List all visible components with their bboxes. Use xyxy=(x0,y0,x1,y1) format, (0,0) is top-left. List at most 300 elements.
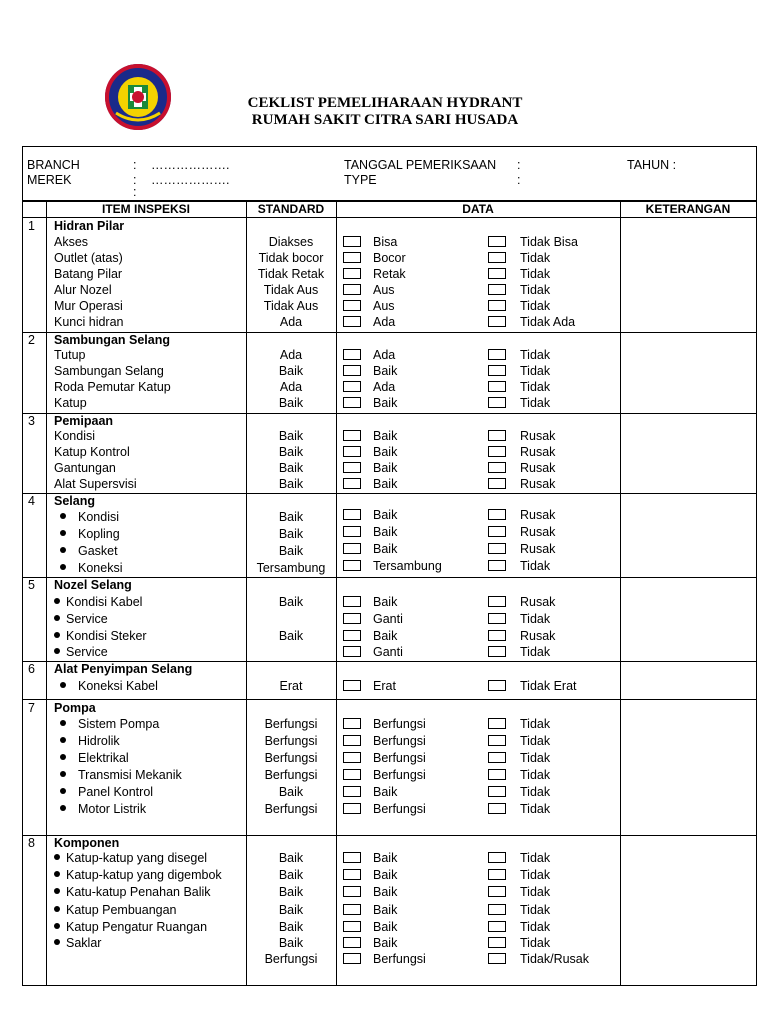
checkbox-option-2[interactable] xyxy=(488,769,506,780)
option-1-label: Baik xyxy=(373,851,398,865)
standard-value: Baik xyxy=(278,396,304,410)
inspection-item xyxy=(54,235,88,249)
standard-value: Berfungsi xyxy=(264,802,318,816)
option-2-label: Rusak xyxy=(520,445,556,459)
option-1-label: Baik xyxy=(373,785,398,799)
inspection-item xyxy=(54,283,112,297)
option-2-label: Tidak xyxy=(520,348,551,362)
checkbox-option-2[interactable] xyxy=(488,462,506,473)
inspection-item-label: Roda Pemutar Katup xyxy=(54,380,171,394)
inspection-item-label: Service xyxy=(66,612,108,626)
section-title: Alat Penyimpan Selang xyxy=(54,662,193,676)
inspection-item-label: Transmisi Mekanik xyxy=(78,768,182,782)
section-number: 7 xyxy=(28,701,35,715)
checkbox-option-1[interactable] xyxy=(343,300,361,311)
inspection-item-label: Alur Nozel xyxy=(54,283,112,297)
checkbox-option-1[interactable] xyxy=(343,526,361,537)
inspection-item-label: Katup Pengatur Ruangan xyxy=(66,920,208,934)
option-2-label: Tidak xyxy=(520,851,551,865)
inspection-item xyxy=(54,348,86,362)
option-1-label: Baik xyxy=(373,461,398,475)
option-1-label: Retak xyxy=(373,267,406,281)
checkbox-option-2[interactable] xyxy=(488,630,506,641)
checkbox-option-1[interactable] xyxy=(343,397,361,408)
checkbox-option-1[interactable] xyxy=(343,852,361,863)
inspection-item xyxy=(54,315,124,329)
inspection-item-label: Motor Listrik xyxy=(78,802,147,816)
option-2-label: Tidak xyxy=(520,396,551,410)
option-1-label: Baik xyxy=(373,885,398,899)
section-title: Selang xyxy=(54,494,95,508)
option-1-label: Berfungsi xyxy=(373,802,426,816)
checkbox-option-1[interactable] xyxy=(343,446,361,457)
checkbox-option-2[interactable] xyxy=(488,786,506,797)
option-1-label: Baik xyxy=(373,445,398,459)
checkbox-option-2[interactable] xyxy=(488,365,506,376)
option-1-label: Baik xyxy=(373,920,398,934)
standard-value: Baik xyxy=(278,510,304,524)
checkbox-option-2[interactable] xyxy=(488,937,506,948)
inspection-item-label: Gasket xyxy=(78,544,118,558)
section-number: 4 xyxy=(28,494,35,508)
option-1-label: Baik xyxy=(373,903,398,917)
option-1-label: Baik xyxy=(373,525,398,539)
option-1-label: Baik xyxy=(373,629,398,643)
checkbox-option-2[interactable] xyxy=(488,236,506,247)
standard-value: Baik xyxy=(278,477,304,491)
section-number: 5 xyxy=(28,578,35,592)
inspection-item xyxy=(54,561,122,575)
checkbox-option-1[interactable] xyxy=(343,718,361,729)
checkbox-option-1[interactable] xyxy=(343,478,361,489)
checkbox-option-2[interactable] xyxy=(488,752,506,763)
checkbox-option-2[interactable] xyxy=(488,904,506,915)
inspection-item-label: Koneksi xyxy=(78,561,123,575)
section-title: Komponen xyxy=(54,836,120,850)
inspection-item xyxy=(54,396,87,410)
option-2-label: Tidak xyxy=(520,920,551,934)
inspection-item xyxy=(54,645,108,659)
standard-value: Erat xyxy=(279,679,303,693)
standard-value: Diakses xyxy=(268,235,314,249)
option-1-label: Baik xyxy=(373,595,398,609)
inspection-item-label: Tutup xyxy=(54,348,86,362)
inspection-item-label: Kondisi Kabel xyxy=(66,595,143,609)
standard-value: Ada xyxy=(279,380,303,394)
checkbox-option-1[interactable] xyxy=(343,752,361,763)
standard-value: Berfungsi xyxy=(264,717,318,731)
checkbox-option-2[interactable] xyxy=(488,430,506,441)
standard-value: Baik xyxy=(278,429,304,443)
option-1-label: Baik xyxy=(373,508,398,522)
checkbox-option-1[interactable] xyxy=(343,769,361,780)
inspection-item-label: Katup-katup yang disegel xyxy=(66,851,208,865)
inspection-item-label: Katup xyxy=(54,396,87,410)
inspection-item-label: Kondisi Steker xyxy=(66,629,147,643)
option-1-label: Baik xyxy=(373,542,398,556)
inspection-item xyxy=(54,477,137,491)
bullet-icon xyxy=(60,805,66,811)
inspection-item xyxy=(54,544,118,558)
option-1-label: Berfungsi xyxy=(373,952,426,966)
inspection-item xyxy=(54,851,207,865)
option-1-label: Baik xyxy=(373,396,398,410)
hospital-logo xyxy=(104,63,172,131)
checkbox-option-2[interactable] xyxy=(488,316,506,327)
inspection-item xyxy=(54,629,147,643)
inspection-item-label: Panel Kontrol xyxy=(78,785,154,799)
checkbox-option-1[interactable] xyxy=(343,646,361,657)
extra-colon: : xyxy=(133,185,137,199)
option-2-label: Rusak xyxy=(520,461,556,475)
checkbox-option-2[interactable] xyxy=(488,381,506,392)
checkbox-option-2[interactable] xyxy=(488,526,506,537)
standard-value: Berfungsi xyxy=(264,751,318,765)
option-1-label: Bocor xyxy=(373,251,406,265)
document-subtitle: RUMAH SAKIT CITRA SARI HUSADA xyxy=(251,112,519,128)
section-number: 8 xyxy=(28,836,35,850)
bullet-icon xyxy=(54,906,60,912)
checkbox-option-2[interactable] xyxy=(488,613,506,624)
inspection-item xyxy=(54,461,116,475)
section-title: Pompa xyxy=(54,701,96,715)
checkbox-option-1[interactable] xyxy=(343,886,361,897)
inspection-item-label: Elektrikal xyxy=(78,751,129,765)
tahun-label: TAHUN : xyxy=(627,158,677,172)
checkbox-option-2[interactable] xyxy=(488,543,506,554)
checkbox-option-1[interactable] xyxy=(343,462,361,473)
option-2-label: Tidak/Rusak xyxy=(520,952,590,966)
standard-value: Ada xyxy=(279,348,303,362)
option-1-label: Ada xyxy=(373,380,396,394)
checkbox-option-1[interactable] xyxy=(343,735,361,746)
bullet-icon xyxy=(60,771,66,777)
checkbox-option-1[interactable] xyxy=(343,937,361,948)
branch-value: ………………. xyxy=(151,158,230,172)
checkbox-option-1[interactable] xyxy=(343,365,361,376)
bullet-icon xyxy=(60,564,66,570)
option-1-label: Baik xyxy=(373,868,398,882)
standard-value: Baik xyxy=(278,851,304,865)
inspection-item xyxy=(54,785,153,799)
checkbox-option-2[interactable] xyxy=(488,852,506,863)
option-2-label: Tidak xyxy=(520,645,551,659)
checkbox-option-1[interactable] xyxy=(343,316,361,327)
checkbox-option-2[interactable] xyxy=(488,446,506,457)
checkbox-option-2[interactable] xyxy=(488,478,506,489)
inspection-item xyxy=(54,717,159,731)
standard-value: Tidak Aus xyxy=(263,299,319,313)
checkbox-option-2[interactable] xyxy=(488,509,506,520)
bullet-icon xyxy=(54,854,60,860)
standard-value: Baik xyxy=(278,595,304,609)
option-2-label: Tidak xyxy=(520,364,551,378)
column-header-standard: STANDARD xyxy=(257,202,325,216)
inspection-item xyxy=(54,679,158,693)
checkbox-option-2[interactable] xyxy=(488,803,506,814)
option-1-label: Aus xyxy=(373,283,395,297)
checkbox-option-1[interactable] xyxy=(343,680,361,691)
inspection-item xyxy=(54,612,108,626)
inspection-item-label: Sistem Pompa xyxy=(78,717,160,731)
option-2-label: Tidak xyxy=(520,768,551,782)
inspection-item-label: Hidrolik xyxy=(78,734,120,748)
option-1-label: Ada xyxy=(373,315,396,329)
option-2-label: Tidak xyxy=(520,380,551,394)
checkbox-option-1[interactable] xyxy=(343,509,361,520)
checkbox-option-1[interactable] xyxy=(343,430,361,441)
tanggal-colon: : xyxy=(517,158,521,172)
inspection-item xyxy=(54,903,177,917)
checkbox-option-2[interactable] xyxy=(488,349,506,360)
checkbox-option-1[interactable] xyxy=(343,543,361,554)
option-1-label: Berfungsi xyxy=(373,717,426,731)
option-1-label: Ada xyxy=(373,348,396,362)
checkbox-option-2[interactable] xyxy=(488,869,506,880)
standard-value: Baik xyxy=(278,885,304,899)
checkbox-option-1[interactable] xyxy=(343,921,361,932)
section-number: 1 xyxy=(28,219,35,233)
option-2-label: Tidak xyxy=(520,936,551,950)
inspection-item xyxy=(54,768,182,782)
option-2-label: Tidak xyxy=(520,251,551,265)
option-2-label: Rusak xyxy=(520,629,556,643)
inspection-item-label: Katup Pembuangan xyxy=(66,903,177,917)
bullet-icon xyxy=(60,547,66,553)
inspection-item xyxy=(54,510,119,524)
checkbox-option-2[interactable] xyxy=(488,886,506,897)
standard-value: Berfungsi xyxy=(264,952,318,966)
option-1-label: Baik xyxy=(373,364,398,378)
option-2-label: Rusak xyxy=(520,508,556,522)
checkbox-option-1[interactable] xyxy=(343,953,361,964)
inspection-item-label: Katup-katup yang digembok xyxy=(66,868,222,882)
option-2-label: Tidak xyxy=(520,612,551,626)
column-header-item: ITEM INSPEKSI xyxy=(101,202,190,216)
option-1-label: Berfungsi xyxy=(373,751,426,765)
standard-value: Tidak bocor xyxy=(258,251,324,265)
option-2-label: Tidak xyxy=(520,903,551,917)
inspection-item xyxy=(54,595,142,609)
inspection-item-label: Kondisi xyxy=(78,510,119,524)
standard-value: Baik xyxy=(278,544,304,558)
option-2-label: Tidak xyxy=(520,785,551,799)
option-2-label: Rusak xyxy=(520,525,556,539)
checkbox-option-2[interactable] xyxy=(488,596,506,607)
section-number: 3 xyxy=(28,414,35,428)
checkbox-option-2[interactable] xyxy=(488,560,506,571)
inspection-item-label: Koneksi Kabel xyxy=(78,679,158,693)
option-2-label: Tidak Bisa xyxy=(520,235,578,249)
inspection-item-label: Katup Kontrol xyxy=(54,445,130,459)
checkbox-option-2[interactable] xyxy=(488,300,506,311)
checkbox-option-2[interactable] xyxy=(488,397,506,408)
bullet-icon xyxy=(54,939,60,945)
bullet-icon xyxy=(54,598,60,604)
bullet-icon xyxy=(54,871,60,877)
checkbox-option-1[interactable] xyxy=(343,349,361,360)
option-1-label: Berfungsi xyxy=(373,734,426,748)
section-title: Sambungan Selang xyxy=(54,333,170,347)
inspection-item-label: Saklar xyxy=(66,936,102,950)
bullet-icon xyxy=(60,682,66,688)
inspection-item-label: Alat Supersvisi xyxy=(54,477,137,491)
option-1-label: Erat xyxy=(373,679,396,693)
option-2-label: Tidak xyxy=(520,717,551,731)
checkbox-option-1[interactable] xyxy=(343,803,361,814)
checkbox-option-1[interactable] xyxy=(343,252,361,263)
checkbox-option-2[interactable] xyxy=(488,921,506,932)
column-header-data: DATA xyxy=(462,202,494,216)
standard-value: Baik xyxy=(278,364,304,378)
option-1-label: Berfungsi xyxy=(373,768,426,782)
option-1-label: Baik xyxy=(373,429,398,443)
inspection-item xyxy=(54,380,171,394)
option-2-label: Tidak xyxy=(520,559,551,573)
checkbox-option-2[interactable] xyxy=(488,680,506,691)
bullet-icon xyxy=(54,923,60,929)
option-2-label: Tidak xyxy=(520,868,551,882)
section-title: Hidran Pilar xyxy=(54,219,125,233)
standard-value: Baik xyxy=(278,629,304,643)
checkbox-option-2[interactable] xyxy=(488,718,506,729)
option-1-label: Baik xyxy=(373,936,398,950)
inspection-item xyxy=(54,734,120,748)
merek-value: ………………. xyxy=(151,173,230,187)
option-2-label: Tidak xyxy=(520,802,551,816)
checkbox-option-1[interactable] xyxy=(343,630,361,641)
type-colon: : xyxy=(517,173,521,187)
inspection-item xyxy=(54,885,211,899)
checkbox-option-1[interactable] xyxy=(343,904,361,915)
option-2-label: Tidak Ada xyxy=(520,315,576,329)
checkbox-option-1[interactable] xyxy=(343,381,361,392)
bullet-icon xyxy=(60,754,66,760)
bullet-icon xyxy=(54,648,60,654)
option-2-label: Tidak xyxy=(520,734,551,748)
inspection-item-label: Kondisi xyxy=(54,429,95,443)
section-number: 2 xyxy=(28,333,35,347)
option-2-label: Tidak Erat xyxy=(520,679,577,693)
checkbox-option-1[interactable] xyxy=(343,560,361,571)
option-2-label: Tidak xyxy=(520,885,551,899)
checkbox-option-2[interactable] xyxy=(488,735,506,746)
inspection-item-label: Akses xyxy=(54,235,89,249)
inspection-table xyxy=(22,201,757,986)
inspection-item xyxy=(54,299,123,313)
standard-value: Baik xyxy=(278,445,304,459)
option-2-label: Tidak xyxy=(520,283,551,297)
inspection-item-label: Gantungan xyxy=(54,461,116,475)
option-2-label: Tidak xyxy=(520,299,551,313)
inspection-item xyxy=(54,920,207,934)
checkbox-option-1[interactable] xyxy=(343,284,361,295)
standard-value: Tersambung xyxy=(256,561,326,575)
inspection-item-label: Sambungan Selang xyxy=(54,364,164,378)
standard-value: Ada xyxy=(279,315,303,329)
type-label: TYPE xyxy=(344,173,377,187)
inspection-item xyxy=(54,751,129,765)
standard-value: Baik xyxy=(278,785,304,799)
checkbox-option-2[interactable] xyxy=(488,268,506,279)
branch-label: BRANCH xyxy=(27,158,80,172)
checkbox-option-2[interactable] xyxy=(488,252,506,263)
standard-value: Baik xyxy=(278,868,304,882)
inspection-item xyxy=(54,251,123,265)
inspection-item xyxy=(54,267,122,281)
column-header-keterangan: KETERANGAN xyxy=(645,202,731,216)
inspection-item xyxy=(54,429,95,443)
option-1-label: Tersambung xyxy=(373,559,442,573)
checkbox-option-1[interactable] xyxy=(343,786,361,797)
option-1-label: Bisa xyxy=(373,235,398,249)
checkbox-option-2[interactable] xyxy=(488,953,506,964)
checkbox-option-1[interactable] xyxy=(343,268,361,279)
bullet-icon xyxy=(60,720,66,726)
inspection-item xyxy=(54,802,146,816)
option-1-label: Ganti xyxy=(373,645,403,659)
checkbox-option-1[interactable] xyxy=(343,596,361,607)
standard-value: Berfungsi xyxy=(264,734,318,748)
bullet-icon xyxy=(54,888,60,894)
option-2-label: Rusak xyxy=(520,542,556,556)
standard-value: Baik xyxy=(278,903,304,917)
inspection-item-label: Katu-katup Penahan Balik xyxy=(66,885,211,899)
checkbox-option-1[interactable] xyxy=(343,869,361,880)
standard-value: Baik xyxy=(278,527,304,541)
standard-value: Baik xyxy=(278,920,304,934)
inspection-item-label: Service xyxy=(66,645,108,659)
bullet-icon xyxy=(60,788,66,794)
document-title: CEKLIST PEMELIHARAAN HYDRANT xyxy=(247,95,523,111)
merek-label: MEREK xyxy=(27,173,72,187)
option-2-label: Rusak xyxy=(520,595,556,609)
inspection-item xyxy=(54,936,101,950)
checkbox-option-1[interactable] xyxy=(343,613,361,624)
standard-value: Tidak Aus xyxy=(263,283,319,297)
bullet-icon xyxy=(60,530,66,536)
option-1-label: Aus xyxy=(373,299,395,313)
option-1-label: Ganti xyxy=(373,612,403,626)
inspection-item xyxy=(54,868,222,882)
bullet-icon xyxy=(60,513,66,519)
checkbox-option-2[interactable] xyxy=(488,646,506,657)
standard-value: Berfungsi xyxy=(264,768,318,782)
checkbox-option-2[interactable] xyxy=(488,284,506,295)
section-title: Nozel Selang xyxy=(54,578,132,592)
standard-value: Baik xyxy=(278,936,304,950)
inspection-item xyxy=(54,527,120,541)
bullet-icon xyxy=(54,615,60,621)
inspection-item xyxy=(54,364,164,378)
option-1-label: Baik xyxy=(373,477,398,491)
standard-value: Baik xyxy=(278,461,304,475)
checkbox-option-1[interactable] xyxy=(343,236,361,247)
inspection-item-label: Outlet (atas) xyxy=(54,251,123,265)
bullet-icon xyxy=(60,737,66,743)
inspection-item-label: Mur Operasi xyxy=(54,299,123,313)
merek-colon: : xyxy=(133,173,137,187)
standard-value: Tidak Retak xyxy=(257,267,325,281)
header-info-box xyxy=(22,146,757,201)
option-2-label: Tidak xyxy=(520,267,551,281)
section-title: Pemipaan xyxy=(54,414,114,428)
tanggal-label: TANGGAL PEMERIKSAAN xyxy=(344,158,497,172)
option-2-label: Rusak xyxy=(520,429,556,443)
inspection-item xyxy=(54,445,130,459)
inspection-item-label: Batang Pilar xyxy=(54,267,123,281)
option-2-label: Tidak xyxy=(520,751,551,765)
